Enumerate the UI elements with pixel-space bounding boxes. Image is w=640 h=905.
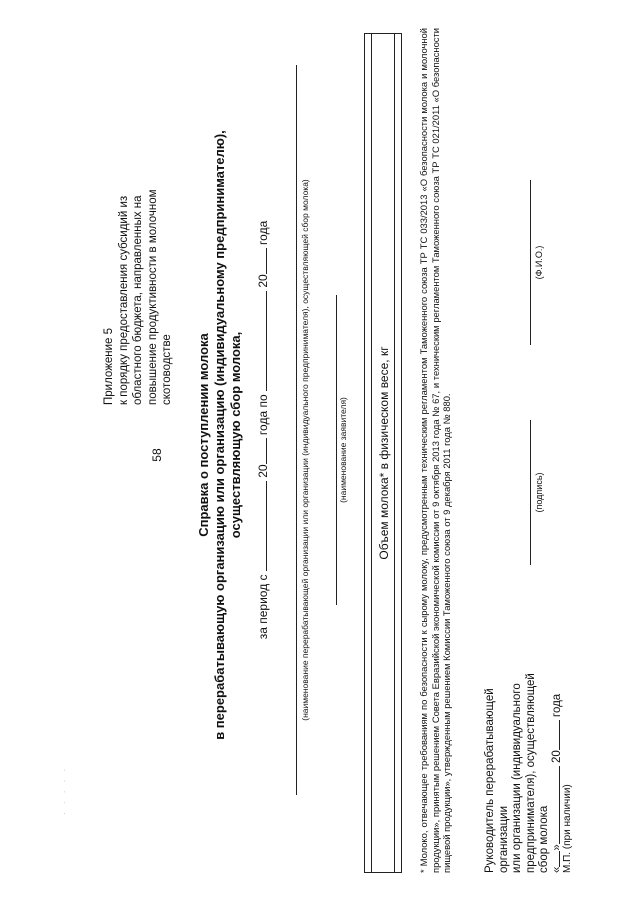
- title-line-2: в перерабатывающую организацию или организацию (индивидуальному предпринимателю),: [212, 130, 227, 740]
- document-title: [196, 85, 244, 785]
- appendix-line: Приложение 5: [103, 327, 115, 405]
- scan-edge-mark: · · · · ·: [60, 765, 69, 815]
- signatory-line: Руководитель перерабатывающей организации: [484, 688, 510, 873]
- date-line: [548, 613, 563, 873]
- applicant-name-line: [336, 295, 337, 605]
- milk-volume-table: [364, 33, 402, 873]
- page-number: 58: [150, 448, 164, 462]
- signatory-line: предпринимателя), осуществляющей сбор молока: [524, 673, 550, 873]
- applicant-caption: (наименование заявителя): [338, 397, 348, 503]
- title-line-1: Справка о поступлении молока: [196, 333, 211, 537]
- period-start-blank: [255, 481, 267, 571]
- date-year-prefix: 20: [551, 750, 563, 763]
- appendix-line: областного бюджета, направленных на: [132, 195, 144, 405]
- signatory-title: [484, 663, 552, 873]
- period-year-prefix-2: 20: [256, 274, 270, 288]
- table-header-cell: Объем молока* в физическом весе, кг: [371, 34, 395, 872]
- date-year-blank: [548, 720, 560, 750]
- appendix-line: повышение продуктивности в молочном: [146, 189, 159, 405]
- appendix-line: скотоводстве: [161, 334, 173, 405]
- period-suffix: года: [256, 220, 270, 245]
- period-year-blank-1: [255, 438, 267, 464]
- name-caption: (Ф.И.О.): [534, 245, 544, 280]
- period-middle: года по: [256, 394, 270, 436]
- signature-caption: (подпись): [534, 472, 544, 513]
- appendix-note: [102, 25, 175, 405]
- period-line: [255, 65, 270, 795]
- name-line: [530, 180, 531, 345]
- signatory-line: или организации (индивидуального: [511, 683, 523, 873]
- appendix-line: к порядку предоставления субсидий из: [117, 195, 130, 405]
- period-end-blank: [255, 291, 267, 391]
- date-close-quote: »: [551, 844, 563, 851]
- footnote: * Молоко, отвечающее требованиям по безопасности к сырому молоку, предусмотренным техническим регламентом Таможенного союза ТР ТС 033/2013 «О безопасности молока и молочной продукции», принятым решением Совета Евразийской экономической комиссии от 9 октября 2013 года № 67, и техническим регламентом Таможенного союза ТР ТС 021/2011 «О безопасности пищевой продукции», утвержденным решением Комиссии Таможенного союза от 9 декабря 2011 года № 880.: [418, 28, 452, 873]
- stamp-note: М.П. (при наличии): [562, 784, 573, 873]
- title-line-3: осуществляющую сбор молока,: [228, 331, 243, 539]
- signature-line: [530, 420, 531, 565]
- organization-name-line: [296, 65, 297, 795]
- date-month-blank: [548, 766, 560, 844]
- period-year-prefix-1: 20: [256, 464, 270, 478]
- period-prefix: за период с: [256, 574, 270, 640]
- date-open-quote: «: [551, 866, 563, 873]
- period-year-blank-2: [255, 248, 267, 274]
- date-suffix: года: [551, 693, 563, 717]
- organization-caption: (наименование перерабатывающей организации или организации (индивидуального предпринимателя), осуществляющей сбор молока): [300, 179, 310, 721]
- date-day-blank: [548, 851, 560, 867]
